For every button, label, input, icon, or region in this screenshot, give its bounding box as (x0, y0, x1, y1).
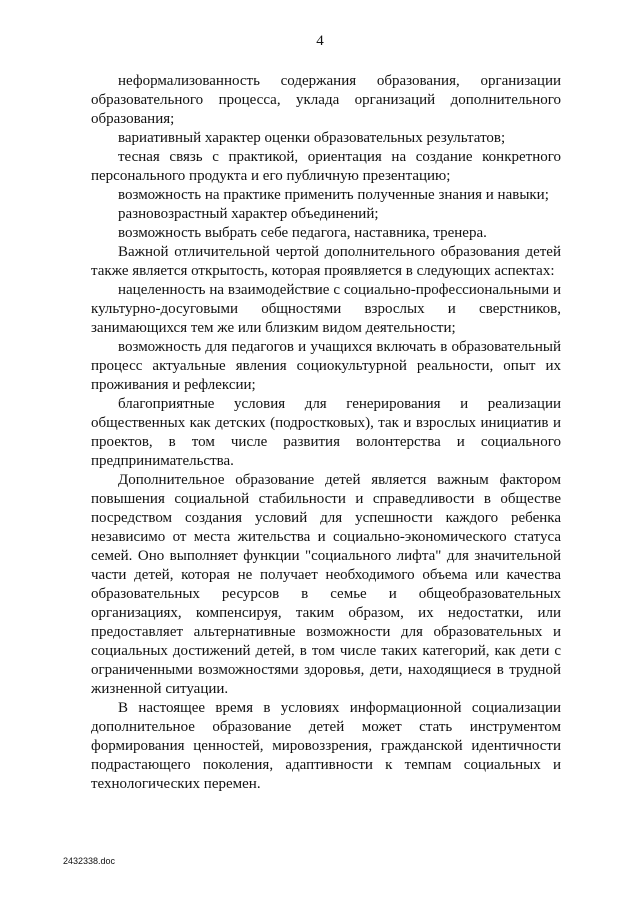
paragraph: Важной отличительной чертой дополнительного образования детей также является открытость, которая проявляется в следующих аспектах: (91, 244, 561, 279)
paragraph: возможность для педагогов и учащихся включать в образовательный процесс актуальные явления социокультурной реальности, опыт их проживания и рефлексии; (91, 339, 561, 393)
paragraph: возможность выбрать себе педагога, наставника, тренера. (118, 225, 487, 241)
paragraph: тесная связь с практикой, ориентация на создание конкретного персонального продукта и его публичную презентацию; (91, 149, 561, 184)
paragraph: неформализованность содержания образования, организации образовательного процесса, уклада организаций дополнительного образования; (91, 73, 561, 127)
paragraph: вариативный характер оценки образовательных результатов; (118, 130, 506, 146)
paragraph: нацеленность на взаимодействие с социально-профессиональными и культурно-досуговыми общностями взрослых и сверстников, занимающихся тем же или близким видом деятельности; (91, 282, 561, 336)
paragraph: благоприятные условия для генерирования и реализации общественных как детских (подростковых), так и взрослых инициатив и проектов, в том числе развития волонтерства и социального предпринимательства. (91, 396, 561, 469)
paragraph: разновозрастный характер объединений; (118, 206, 379, 222)
paragraph: Дополнительное образование детей является важным фактором повышения социальной стабильности и справедливости в обществе посредством создания условий для успешности каждого ребенка независимо от места жительства и социально-экономического статуса семей. Оно выполняет функции "социального лифта" для значительной части детей, которая не получает необходимого объема или качества образовательных ресурсов в семье и общеобразовательных организациях, компенсируя, таким образом, их недостатки, или предоставляет альтернативные возможности для образовательных и социальных достижений детей, в том числе таких категорий, как дети с ограниченными возможностями здоровья, дети, находящиеся в трудной жизненной ситуации. (91, 472, 561, 697)
paragraph: В настоящее время в условиях информационной социализации дополнительное образование детей может стать инструментом формирования ценностей, мировоззрения, гражданской идентичности подрастающего поколения, адаптивности к темпам социальных и технологических перемен. (91, 700, 561, 792)
footer-filename: 2432338.doc (63, 856, 116, 866)
document-body (91, 72, 561, 794)
paragraph: возможность на практике применить полученные знания и навыки; (118, 187, 549, 203)
page-number: 4 (316, 33, 324, 49)
